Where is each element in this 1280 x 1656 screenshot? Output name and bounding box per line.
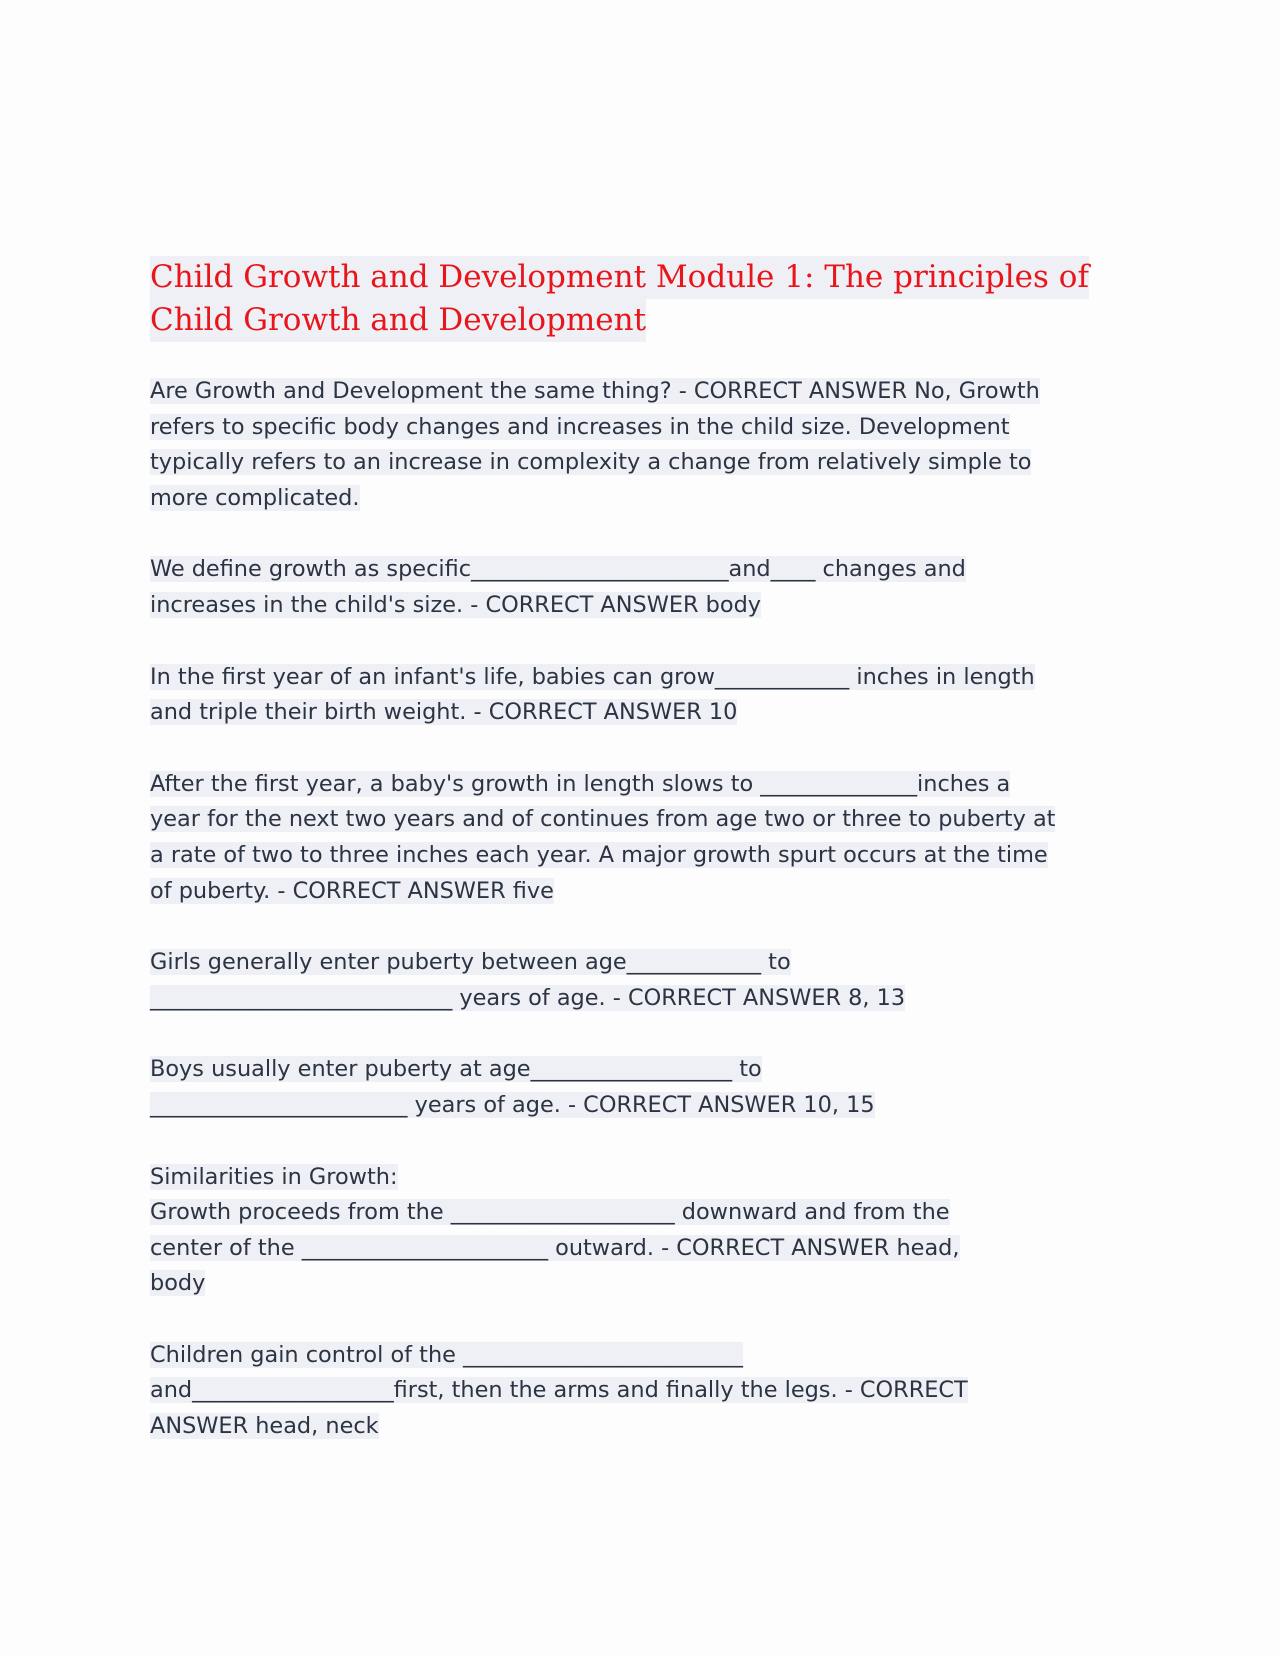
title-line-1: Child Growth and Development Module 1: The principles of bbox=[150, 256, 1089, 299]
qa-line: _______________________ years of age. - CORRECT ANSWER 10, 15 bbox=[150, 1091, 875, 1118]
qa-item bbox=[150, 374, 1110, 516]
qa-item bbox=[150, 767, 1110, 909]
qa-line: ANSWER head, neck bbox=[150, 1413, 379, 1440]
qa-line: a rate of two to three inches each year. A major growth spurt occurs at the time bbox=[150, 841, 1048, 868]
qa-item bbox=[150, 1338, 1110, 1445]
qa-item bbox=[150, 552, 1110, 623]
qa-item bbox=[150, 660, 1110, 731]
qa-line: year for the next two years and of continues from age two or three to puberty at bbox=[150, 806, 1056, 833]
qa-line: After the first year, a baby's growth in length slows to ______________inches a bbox=[150, 770, 1011, 797]
qa-line: Boys usually enter puberty at age__________________ to bbox=[150, 1056, 762, 1083]
qa-item bbox=[150, 1052, 1110, 1123]
document-page bbox=[150, 256, 1110, 1481]
qa-line: and__________________first, then the arms and finally the legs. - CORRECT bbox=[150, 1377, 968, 1404]
qa-line: refers to specific body changes and increases in the child size. Development bbox=[150, 413, 1010, 440]
qa-line: ___________________________ years of age. - CORRECT ANSWER 8, 13 bbox=[150, 984, 906, 1011]
qa-line: center of the ______________________ outward. - CORRECT ANSWER head, bbox=[150, 1234, 960, 1261]
qa-line: Similarities in Growth: bbox=[150, 1163, 398, 1190]
qa-line: more complicated. bbox=[150, 484, 360, 511]
title-line-2: Child Growth and Development bbox=[150, 299, 646, 342]
qa-line: typically refers to an increase in complexity a change from relatively simple to bbox=[150, 449, 1032, 476]
qa-line: and triple their birth weight. - CORRECT ANSWER 10 bbox=[150, 699, 738, 726]
qa-line: body bbox=[150, 1270, 206, 1297]
qa-item bbox=[150, 945, 1110, 1016]
qa-line: of puberty. - CORRECT ANSWER five bbox=[150, 877, 554, 904]
qa-line: increases in the child's size. - CORRECT ANSWER body bbox=[150, 591, 762, 618]
qa-line: We define growth as specific_______________________and____ changes and bbox=[150, 556, 966, 583]
qa-line: Are Growth and Development the same thing? - CORRECT ANSWER No, Growth bbox=[150, 378, 1040, 404]
qa-list bbox=[150, 374, 1110, 1445]
qa-line: Children gain control of the _________________________ bbox=[150, 1341, 743, 1368]
document-title bbox=[150, 256, 1110, 342]
qa-item bbox=[150, 1160, 1110, 1302]
qa-line: Growth proceeds from the ____________________ downward and from the bbox=[150, 1199, 950, 1226]
qa-line: Girls generally enter puberty between age____________ to bbox=[150, 949, 791, 976]
qa-line: In the first year of an infant's life, babies can grow____________ inches in length bbox=[150, 663, 1035, 690]
